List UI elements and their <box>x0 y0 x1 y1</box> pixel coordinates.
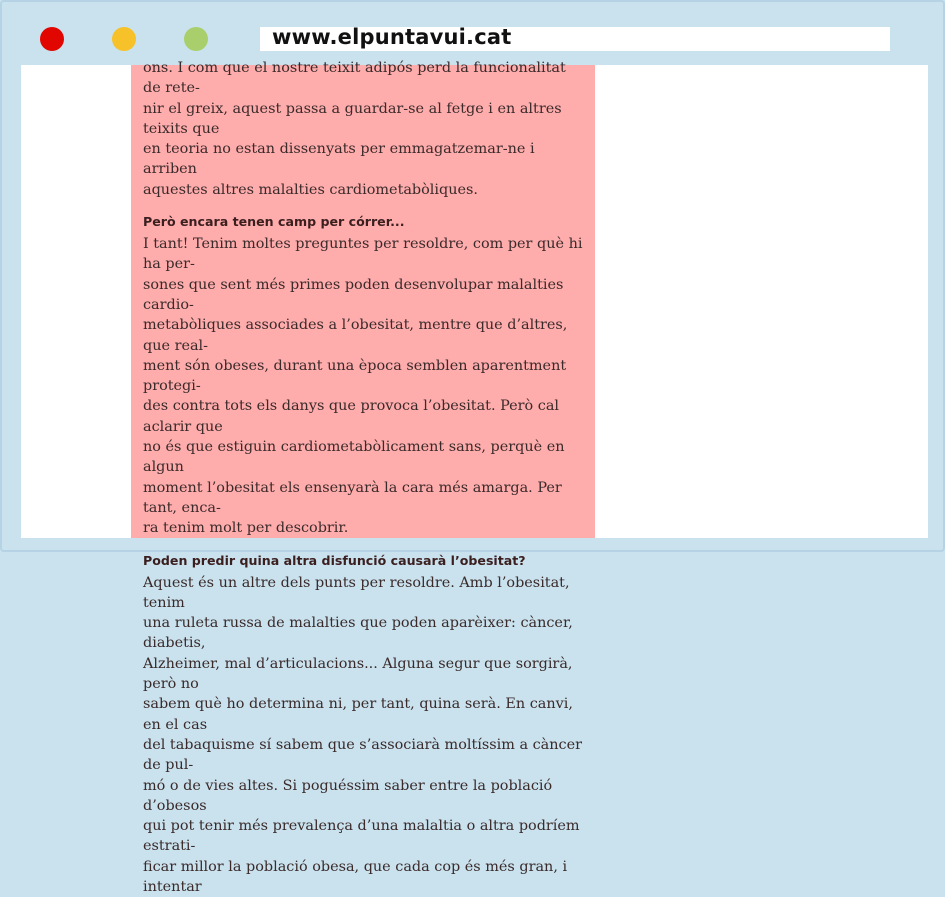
close-window-button[interactable] <box>40 27 64 51</box>
article-line: qui pot tenir més prevalença d’una malaltia o altra podríem estrati- <box>143 818 580 855</box>
article-line: no és que estiguin cardiometabòlicament sans, perquè en algun <box>143 439 565 476</box>
article-line: ons. I com que el nostre teixit adipós perd la funcionalitat de rete- <box>143 60 566 97</box>
maximize-window-button[interactable] <box>184 27 208 51</box>
article-line: Aquest és un altre dels punts per resoldre. Amb l’obesitat, tenim <box>143 574 570 611</box>
article-line: Alzheimer, mal d’articulacions... Alguna segur que sorgirà, però no <box>143 655 573 693</box>
article-line: metabòliques associades a l’obesitat, mentre que d’altres, que real- <box>143 317 568 354</box>
address-bar[interactable] <box>260 27 890 51</box>
article-line: en teoria no estan dissenyats per emmagatzemar-ne i arriben <box>143 141 535 178</box>
article-line: des contra tots els danys que provoca l’obesitat. Però cal aclarir que <box>143 398 560 435</box>
article-line: ra tenim molt per descobrir. <box>143 520 349 537</box>
article-line: ment són obeses, durant una època semblen aparentment protegi- <box>143 357 567 395</box>
article-line: nir el greix, aquest passa a guardar-se al fetge i en altres teixits que <box>143 100 562 137</box>
article-line: I tant! Tenim moltes preguntes per resoldre, com per què hi ha per- <box>143 236 583 273</box>
address-bar-url: www.elpuntavui.cat <box>272 25 512 49</box>
article-content <box>143 58 583 897</box>
article-line: aquestes altres malalties cardiometabòliques. <box>143 181 478 198</box>
minimize-window-button[interactable] <box>112 27 136 51</box>
article-line: una ruleta russa de malalties que poden aparèixer: càncer, diabetis, <box>143 615 573 652</box>
article-line: sones que sent més primes poden desenvolupar malalties cardio- <box>143 276 564 313</box>
article-line: ficar millor la població obesa, que cada cop és més gran, i intentar <box>143 858 568 895</box>
article-heading-question: Poden predir quina altra disfunció causarà l’obesitat? <box>143 552 526 568</box>
article-line: mó o de vies altes. Si poguéssim saber entre la població d’obesos <box>143 777 553 814</box>
article-heading-question: Però encara tenen camp per córrer... <box>143 214 405 230</box>
article-column <box>131 60 595 895</box>
page-viewport <box>21 60 928 895</box>
article-line: del tabaquisme sí sabem que s’associarà moltíssim a càncer de pul- <box>143 736 582 774</box>
article-line: moment l’obesitat els ensenyarà la cara més amarga. Per tant, enca- <box>143 479 562 516</box>
article-line: sabem què ho determina ni, per tant, quina serà. En canvi, en el cas <box>143 696 573 733</box>
